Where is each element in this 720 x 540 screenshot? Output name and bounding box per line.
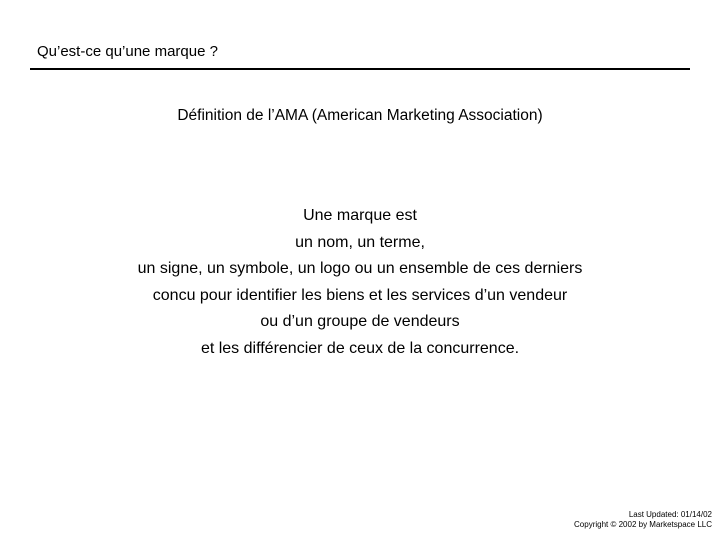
definition-source: Définition de l’AMA (American Marketing Association): [177, 107, 543, 124]
copyright-text: Copyright © 2002 by Marketspace LLC: [574, 520, 712, 529]
slide-title: Qu’est-ce qu’une marque ?: [37, 43, 218, 60]
last-updated-text: Last Updated: 01/14/02: [628, 510, 712, 519]
definition-line: et les différencier de ceux de la concurrence.: [200, 339, 520, 357]
footer: [574, 510, 712, 530]
definition-line: Une marque est: [303, 207, 417, 224]
definition-text: [0, 203, 720, 362]
definition-line: ou d’un groupe de vendeurs: [260, 313, 460, 330]
definition-line: concu pour identifier les biens et les services d’un vendeur: [152, 286, 568, 304]
title-divider: [30, 68, 690, 70]
definition-line: un signe, un symbole, un logo ou un ensemble de ces derniers: [137, 260, 583, 277]
definition-line: un nom, un terme,: [295, 233, 425, 251]
